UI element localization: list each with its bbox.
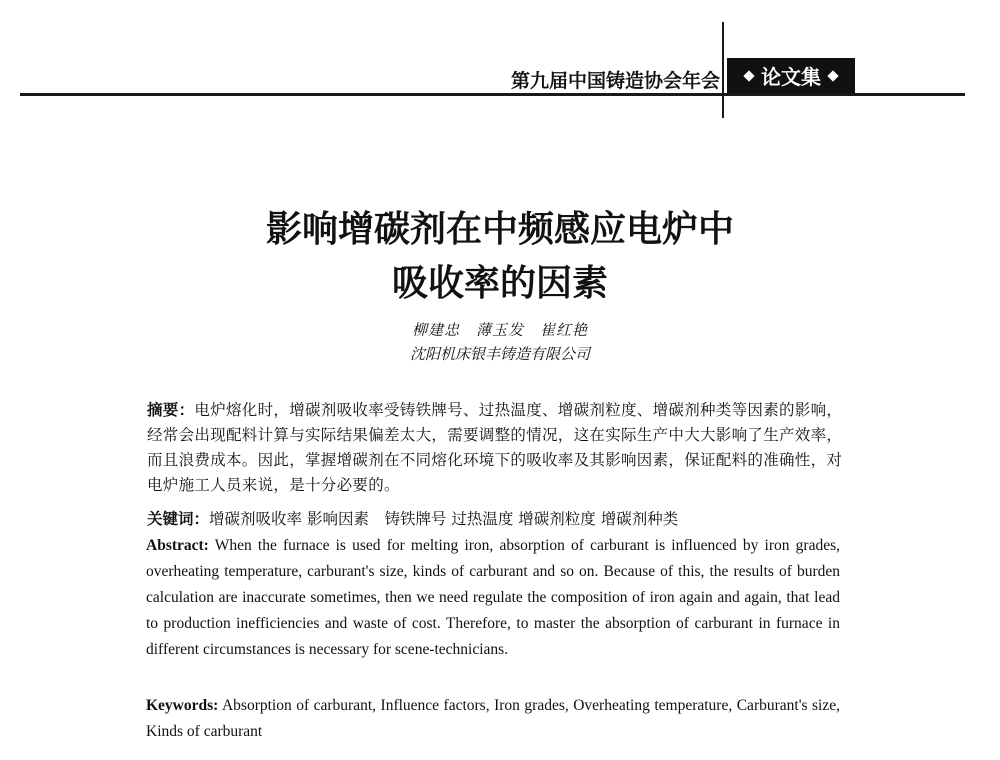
keywords-en-label: Keywords: — [146, 697, 219, 714]
keywords-cn — [147, 506, 847, 532]
author-affiliation: 沈阳机床银丰铸造有限公司 — [409, 345, 590, 363]
diamond-icon — [743, 70, 754, 81]
proceedings-badge — [727, 58, 855, 93]
abstract-cn-text: 电炉熔化时，增碳剂吸收率受铸铁牌号、过热温度、增碳剂粒度、增碳剂种类等因素的影响，经常会出现配料计算与实际结果偏差太大，需要调整的情况，这在实际生产中大大影响了生产效率，而且浪费成本。因此，掌握增碳剂在不同熔化环境下的吸收率及其影响因素，保证配料的准确性，对电炉施工人员来说，是十分必要的。 — [147, 401, 843, 494]
badge-label: 论文集 — [761, 65, 821, 89]
conference-name: 第九届中国铸造协会年会 — [510, 70, 720, 92]
abstract-cn — [147, 397, 847, 498]
keywords-en-text: Absorption of carburant, Influence factors, Iron grades, Overheating temperature, Carburant's size, Kinds of carburant — [146, 697, 856, 740]
keywords-cn-text: 增碳剂吸收率 影响因素 铸铁牌号 过热温度 增碳剂粒度 增碳剂种类 — [209, 510, 679, 528]
header-divider — [722, 22, 724, 118]
header-rule — [20, 93, 965, 96]
paper-title-line-2: 吸收率的因素 — [391, 263, 608, 304]
keywords-cn-label: 关键词： — [147, 509, 210, 528]
abstract-en-text: When the furnace is used for melting iron, absorption of carburant is influenced by iron grades, overheating temperature, carburant's size, kinds of carburant and so on. Because of this, the results of burden calculation are inaccurate sometimes, then we need regulate the composition of iron again and again, that lead to production inefficiencies and waste of cost. Therefore, to master the absorption of carburant in furnace in different circumstances is necessary for scene-technicians. — [146, 537, 840, 658]
paper-title-line-1: 影响增碳剂在中频感应电炉中 — [265, 209, 734, 250]
paper-authors: 柳建忠 薄玉发 崔红艳 — [411, 321, 588, 339]
diamond-icon — [827, 70, 838, 81]
keywords-en — [146, 693, 856, 745]
abstract-en-label: Abstract: — [146, 537, 209, 554]
abstract-cn-label: 摘要： — [147, 400, 195, 419]
abstract-en — [146, 533, 840, 663]
